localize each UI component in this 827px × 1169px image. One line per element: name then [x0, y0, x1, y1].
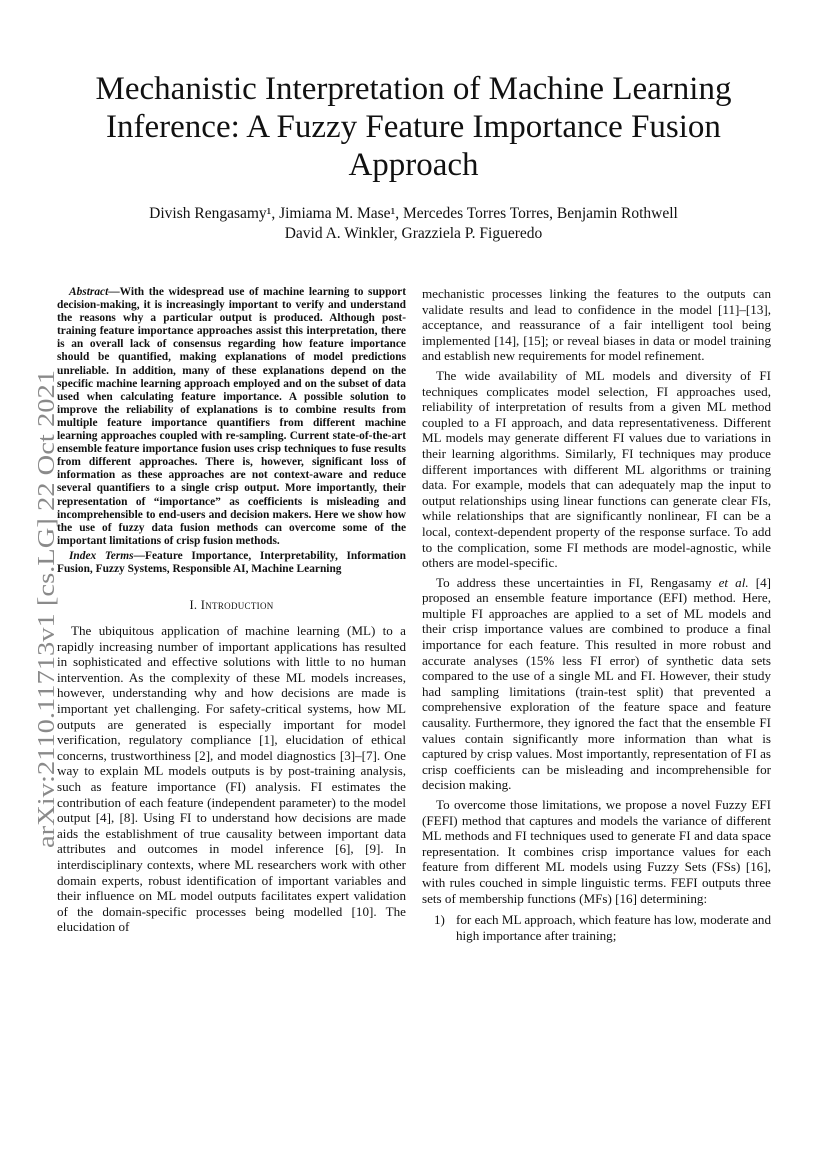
list-item: [422, 912, 771, 943]
index-terms-text: —Feature Importance, Interpretability, Information Fusion, Fuzzy Systems, Responsible AI, Machine Learning: [57, 549, 406, 575]
abstract: [57, 286, 406, 548]
abstract-text: —With the widespread use of machine learning to support decision-making, it is increasingly important to verify and understand the reasons why a particular output is produced. Although post-training feature importance approaches assist this interpretation, there is an overall lack of consensus regarding how feature importance should be quantified, making explanations of model predictions unreliable. In addition, many of these explanations depend on the specific machine learning approach employed and on the subset of data used when calculating feature importance. A possible solution to improve the reliability of explanations is to combine results from multiple feature importance quantifiers from different machine learning approaches coupled with re-sampling. Current state-of-the-art ensemble feature importance fusion uses crisp techniques to fuse results from different approaches. There is, however, significant loss of information as these approaches are not context-aware and reduce several quantifiers to a single crisp output. More importantly, their representation of “importance” as coefficients is misleading and incomprehensible to end-users and decision makers. Here we show how the use of fuzzy data fusion methods can overcome some of the important limitations of crisp fusion methods.: [57, 286, 406, 547]
author-line: David A. Winkler, Grazziela P. Figueredo: [284, 225, 543, 242]
right-column: [422, 286, 771, 943]
title-line: Approach: [348, 147, 479, 183]
section-heading: [57, 598, 406, 613]
intro-paragraph: The ubiquitous application of machine learning (ML) to a rapidly increasing number of important applications has resulted in sophisticated and effective solutions with little to no human intervention. As the complexity of these ML models increases, however, understanding why and how decisions are made is important yet challenging. For safety-critical systems, how ML outputs are generated is especially important for model verification, regulatory compliance [1], elucidation of ethical concerns, trustworthiness [2], and model diagnostics [3]–[7]. One way to explain ML models outputs is by post-training analysis, such as feature importance (FI) analysis. FI estimates the contribution of each feature (independent parameter) to the model output [4], [8]. Using FI to understand how decisions are made aids the establishment of true causality between important data attributes and outcomes in model inference [6], [9]. In interdisciplinary contexts, where ML researchers work with other domain experts, robust identification of important variables and their influence on ML model outputs facilitates expert validation of the domain-specific processes being modelled [10]. The elucidation of: [57, 623, 406, 935]
list-item-number: 1): [434, 912, 445, 928]
paragraph: The wide availability of ML models and diversity of FI techniques complicates model selection, FI approaches used, reliability of interpretation of results from a given ML method coupled to a FI approach, and data representativeness. Different ML models may generate different FI values due to variations in their learning algorithms. Similarly, FI techniques may produce different importances with different ML algorithms or training data. For example, models that can adequately map the input to output relationships using linear functions can generate clear FIs, while relationships that are significantly nonlinear, FI can be a local, context-dependent property of the response surface. To add to the complication, some FI methods are model-agnostic, while others are model-specific.: [422, 367, 771, 571]
abstract-label: Abstract: [69, 286, 109, 298]
index-terms: [57, 550, 406, 576]
section-number: I.: [189, 598, 198, 613]
numbered-list: [422, 912, 771, 943]
title-line: Inference: A Fuzzy Feature Importance Fusion: [106, 109, 721, 145]
list-item-text: for each ML approach, which feature has low, moderate and high importance after training;: [456, 912, 771, 943]
left-column: [57, 286, 406, 935]
et-al: et al.: [718, 574, 749, 590]
index-terms-label: Index Terms: [69, 549, 134, 562]
paper-title: [60, 70, 767, 184]
title-line: Mechanistic Interpretation of Machine Learning: [95, 71, 732, 107]
author-list: [60, 204, 767, 244]
section-title: Introduction: [200, 598, 274, 613]
author-line: Divish Rengasamy¹, Jimiama M. Mase¹, Mercedes Torres Torres, Benjamin Rothwell: [149, 205, 678, 222]
arxiv-stamp-text: arXiv:2110.11713v1 [cs.LG] 22 Oct 2021: [33, 437, 60, 848]
paragraph: To overcome those limitations, we propose a novel Fuzzy EFI (FEFI) method that captures and models the variance of different ML methods and FI techniques used to generate FI and data space representation. It combines crisp importance values for each feature from different ML models using Fuzzy Sets (FSs) [16], with rules couched in simple linguistic terms. FEFI outputs three sets of membership functions (MFs) [16] determining:: [422, 797, 771, 906]
paragraph: [422, 575, 771, 793]
paragraph-text: To address these uncertainties in FI, Rengasamy: [436, 574, 719, 590]
paragraph-continuation: mechanistic processes linking the features to the outputs can validate results and lead to confidence in the model [11]–[13], acceptance, and reassurance of a fair intelligent tool being implemented [14], [15]; or reveal biases in data or model training and establish new requirements for model refinement.: [422, 286, 771, 364]
paragraph-text: [4] proposed an ensemble feature importance (EFI) method. Here, multiple FI approaches are applied to a set of ML models and their crisp importance values are combined to produce a final importance for each feature. This resulted in more robust and accurate analyses (15% less FI error) of synthetic data sets compared to the use of a single ML and FI. However, their study had sampling limitations (train-test split) that prevented a comprehensive exploration of the feature space and feature causality. Furthermore, they ignored the fact that the ensemble FI values contain significantly more information than what is captured by crisp values. Most importantly, representation of FI as crisp coefficients can be misleading and incomprehensible for decision making.: [422, 574, 771, 793]
